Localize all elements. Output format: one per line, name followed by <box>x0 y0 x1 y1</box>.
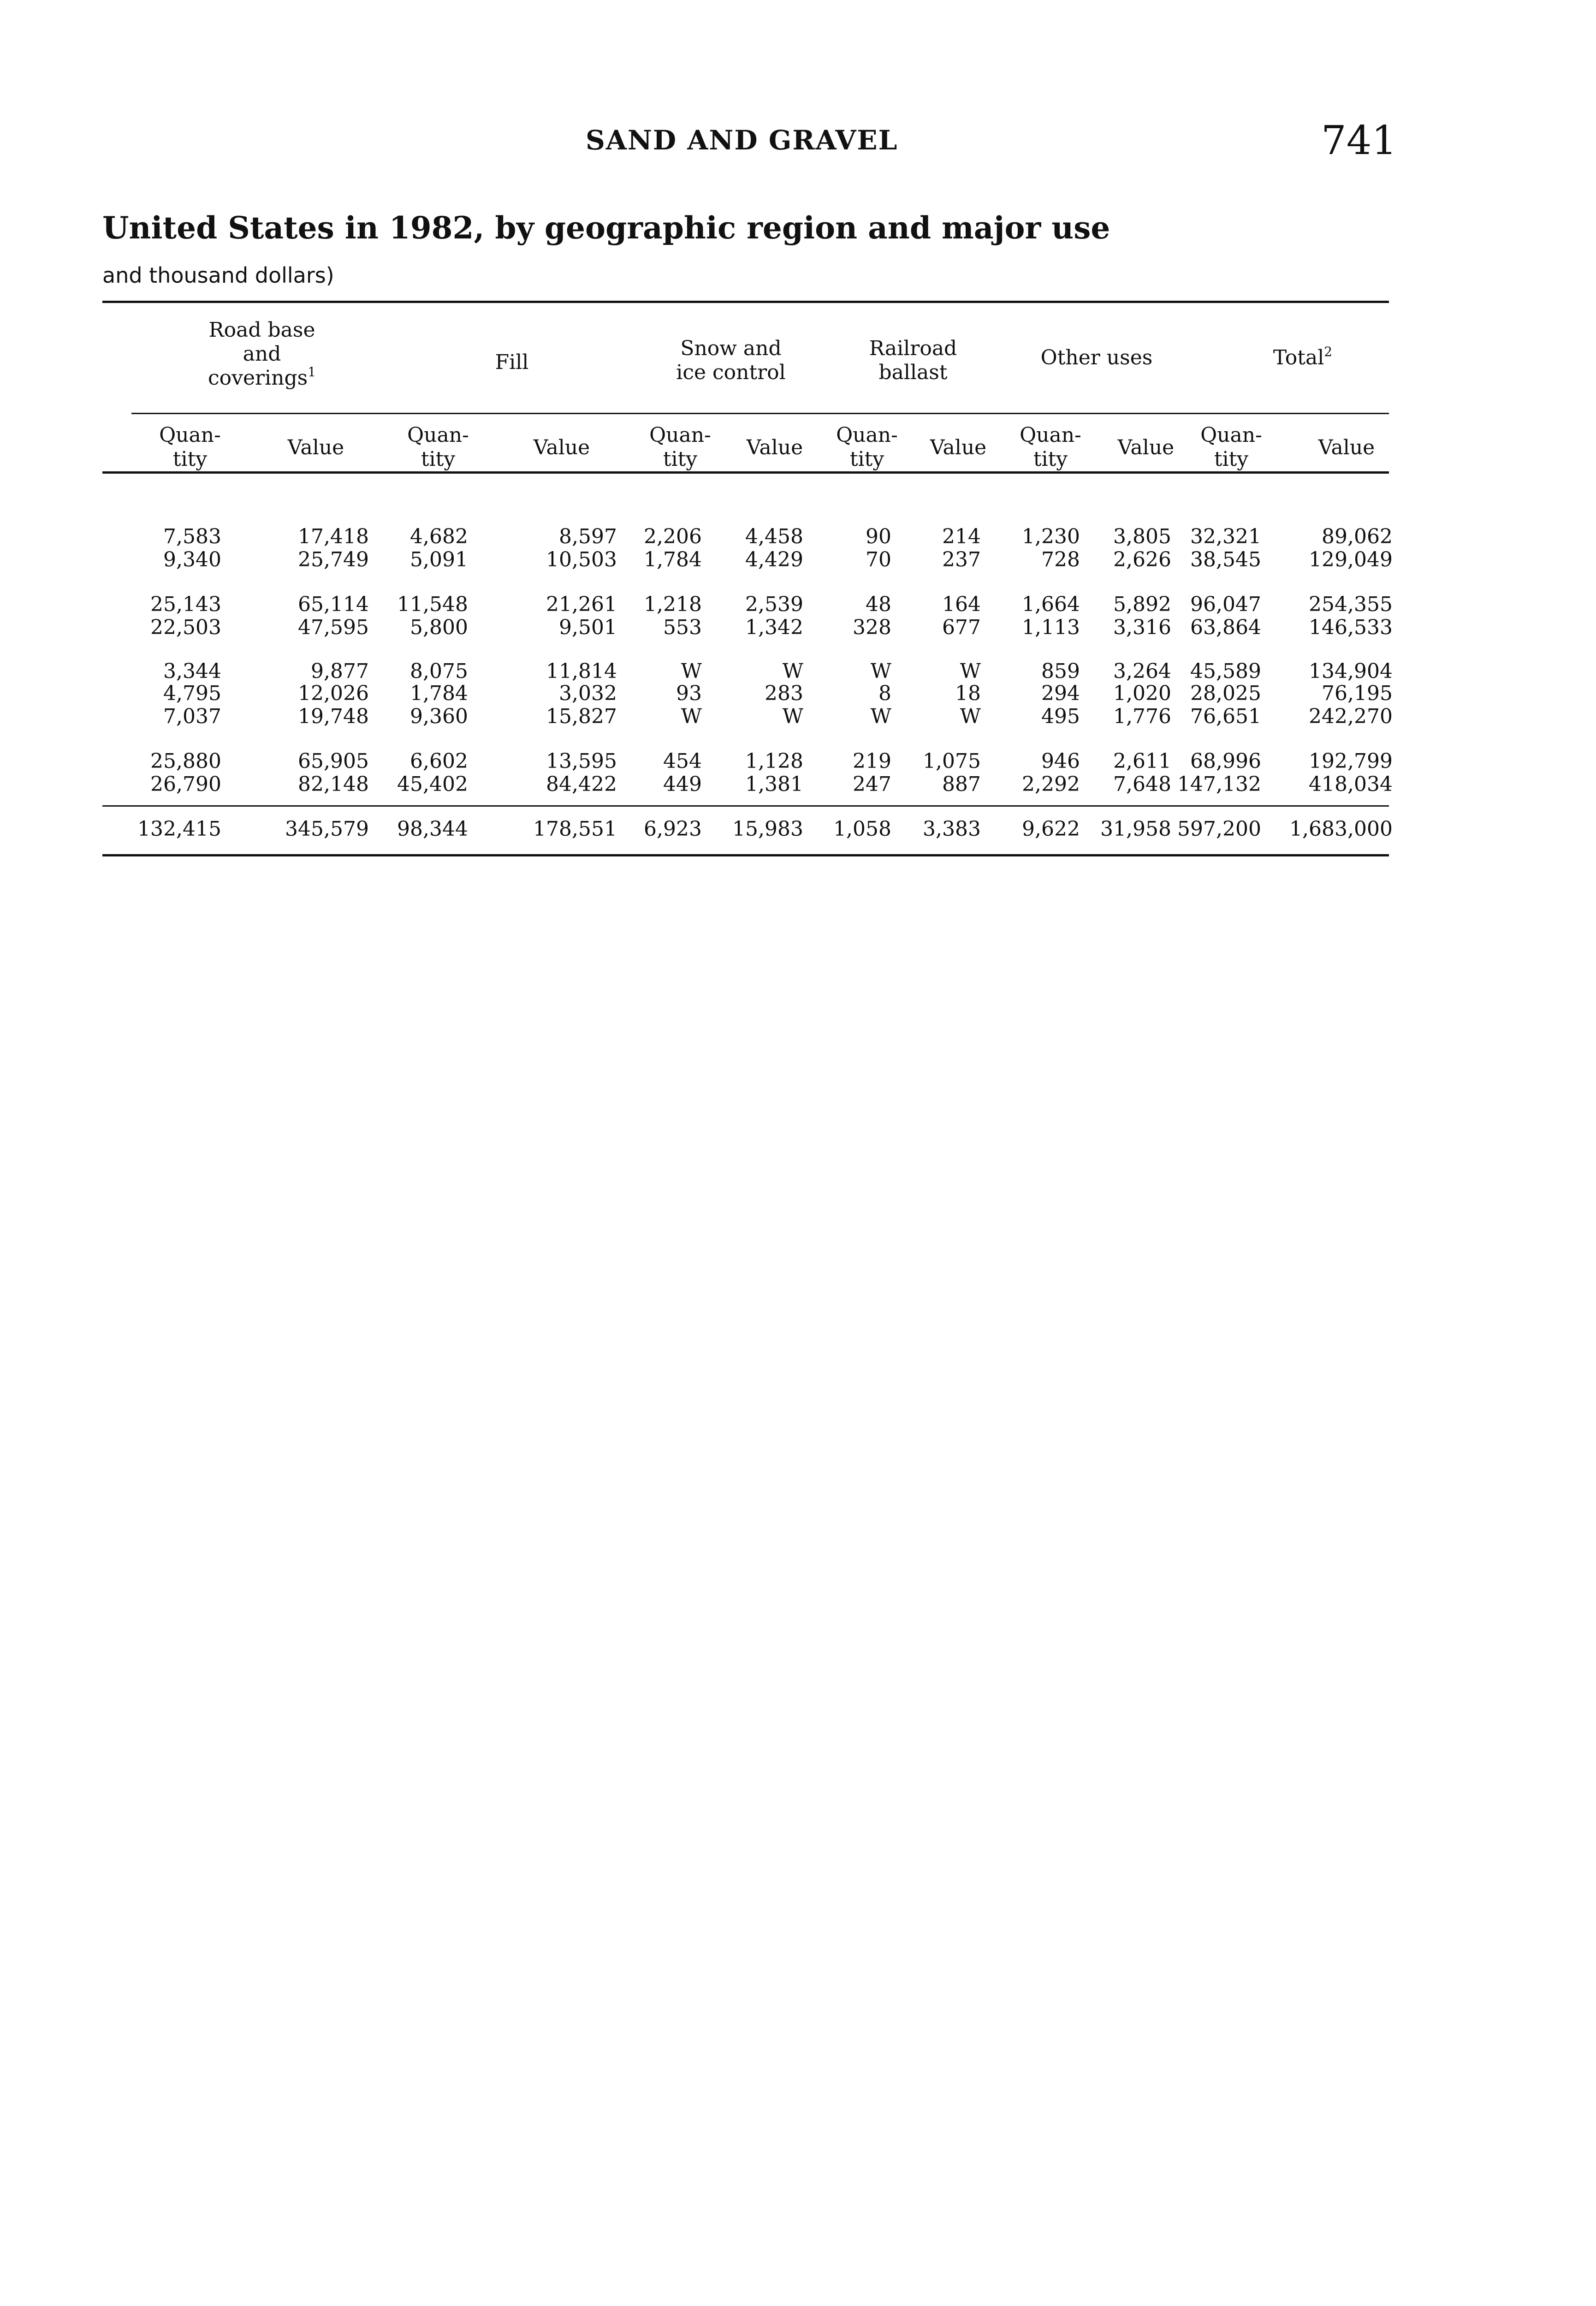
table-cell: W <box>681 705 702 728</box>
table-cell: 9,340 <box>163 548 221 571</box>
table-cell: 1,020 <box>1113 682 1171 705</box>
table-cell: 294 <box>1041 682 1080 705</box>
table-cell: 82,148 <box>298 773 369 796</box>
table-cell: 2,539 <box>745 593 803 616</box>
table-cell: 2,292 <box>1022 773 1080 796</box>
table-cell: 7,648 <box>1113 773 1171 796</box>
column-group-header-line: Railroad <box>869 337 957 360</box>
table-cell: W <box>960 705 981 728</box>
table-cell: 242,270 <box>1309 705 1393 728</box>
table-cell: 25,880 <box>150 749 221 773</box>
footnote-marker: 1 <box>308 364 316 380</box>
table-cell: 2,626 <box>1113 548 1171 571</box>
table-cell: 4,682 <box>410 525 468 548</box>
table-cell: 45,402 <box>397 773 468 796</box>
total-cell: 3,383 <box>923 817 981 841</box>
rule-bottom <box>102 854 1389 856</box>
table-cell: 283 <box>765 682 803 705</box>
table-subtitle: and thousand dollars) <box>102 263 334 288</box>
table-cell: 8,075 <box>410 660 468 683</box>
footnote-marker: 2 <box>1324 344 1333 359</box>
table-cell: 3,032 <box>559 682 617 705</box>
quantity-subheader-line: Quan- <box>159 423 221 447</box>
table-cell: 1,113 <box>1022 616 1080 639</box>
page-number: 741 <box>1321 118 1397 164</box>
table-cell: 946 <box>1041 749 1080 773</box>
table-cell: 3,316 <box>1113 616 1171 639</box>
value-subheader: Value <box>746 436 803 459</box>
table-cell: 7,037 <box>163 705 221 728</box>
total-cell: 6,923 <box>644 817 702 841</box>
table-cell: 8 <box>878 682 891 705</box>
table-cell: 65,114 <box>298 593 369 616</box>
table-cell: 1,230 <box>1022 525 1080 548</box>
table-cell: 32,321 <box>1190 525 1261 548</box>
table-cell: 1,342 <box>745 616 803 639</box>
table-cell: 19,748 <box>298 705 369 728</box>
quantity-subheader-line: tity <box>172 447 208 471</box>
table-cell: 28,025 <box>1190 682 1261 705</box>
table-cell: 38,545 <box>1190 548 1261 571</box>
total-cell: 597,200 <box>1177 817 1261 841</box>
table-cell: 68,996 <box>1190 749 1261 773</box>
table-cell: 13,595 <box>546 749 617 773</box>
table-cell: 192,799 <box>1309 749 1393 773</box>
table-cell: 11,814 <box>546 660 617 683</box>
table-cell: 76,195 <box>1322 682 1393 705</box>
table-cell: 12,026 <box>298 682 369 705</box>
table-cell: 26,790 <box>150 773 221 796</box>
table-cell: 247 <box>853 773 891 796</box>
table-cell: 70 <box>866 548 891 571</box>
table-cell: 2,611 <box>1113 749 1171 773</box>
quantity-subheader-line: Quan- <box>649 423 711 447</box>
table-cell: 5,091 <box>410 548 468 571</box>
column-group-header-line: Total <box>1273 346 1324 369</box>
table-cell: 63,864 <box>1190 616 1261 639</box>
quantity-subheader-line: tity <box>663 447 698 471</box>
rule-sub-header <box>131 413 1389 414</box>
table-cell: W <box>782 660 803 683</box>
table-cell: 48 <box>866 593 891 616</box>
column-group-header-line: coverings <box>208 366 308 390</box>
column-group-header-line: Road base <box>208 318 315 342</box>
table-cell: 147,132 <box>1177 773 1261 796</box>
quantity-subheader-line: Quan- <box>407 423 469 447</box>
rule-total-top <box>102 805 1389 807</box>
table-cell: 89,062 <box>1322 525 1393 548</box>
table-cell: 146,533 <box>1309 616 1393 639</box>
table-cell: 553 <box>663 616 702 639</box>
table-cell: 418,034 <box>1309 773 1393 796</box>
table-cell: 1,784 <box>410 682 468 705</box>
table-cell: W <box>870 705 891 728</box>
total-cell: 345,579 <box>285 817 369 841</box>
quantity-subheader-line: tity <box>1214 447 1249 471</box>
table-cell: 10,503 <box>546 548 617 571</box>
column-group-header-line: Snow and <box>680 337 782 360</box>
value-subheader: Value <box>287 436 344 459</box>
table-cell: W <box>870 660 891 683</box>
table-cell: 495 <box>1041 705 1080 728</box>
column-group-header-line: ballast <box>878 361 948 384</box>
quantity-subheader-line: tity <box>849 447 884 471</box>
table-cell: 1,128 <box>745 749 803 773</box>
column-group-header-line: Other uses <box>1040 346 1153 369</box>
table-cell: 9,360 <box>410 705 468 728</box>
table-cell: 45,589 <box>1190 660 1261 683</box>
table-cell: 5,892 <box>1113 593 1171 616</box>
running-head: SAND AND GRAVEL <box>586 125 898 156</box>
table-cell: 90 <box>866 525 891 548</box>
table-cell: 1,664 <box>1022 593 1080 616</box>
quantity-subheader <box>135 423 245 471</box>
rule-header-bottom <box>102 471 1389 474</box>
table-cell: 96,047 <box>1190 593 1261 616</box>
total-cell: 1,058 <box>833 817 891 841</box>
table-cell: 454 <box>663 749 702 773</box>
table-cell: 5,800 <box>410 616 468 639</box>
table-cell: 1,776 <box>1113 705 1171 728</box>
table-cell: 129,049 <box>1309 548 1393 571</box>
table-cell: 22,503 <box>150 616 221 639</box>
table-cell: 1,381 <box>745 773 803 796</box>
table-cell: 47,595 <box>298 616 369 639</box>
column-group-header <box>1164 346 1441 370</box>
quantity-subheader-line: Quan- <box>836 423 898 447</box>
total-cell: 98,344 <box>397 817 468 841</box>
table-cell: 93 <box>676 682 702 705</box>
table-cell: W <box>681 660 702 683</box>
table-cell: 4,429 <box>745 548 803 571</box>
table-cell: 7,583 <box>163 525 221 548</box>
table-cell: 1,075 <box>923 749 981 773</box>
total-cell: 132,415 <box>137 817 221 841</box>
value-subheader: Value <box>533 436 590 459</box>
table-cell: 677 <box>942 616 981 639</box>
table-cell: 25,143 <box>150 593 221 616</box>
value-subheader: Value <box>1318 436 1375 459</box>
table-cell: 6,602 <box>410 749 468 773</box>
table-cell: 1,218 <box>644 593 702 616</box>
column-group-header-line: ice control <box>676 361 786 384</box>
table-cell: W <box>782 705 803 728</box>
table-cell: 134,904 <box>1309 660 1393 683</box>
table-title: United States in 1982, by geographic region and major use <box>102 210 1110 246</box>
table-cell: 214 <box>942 525 981 548</box>
table-cell: 3,805 <box>1113 525 1171 548</box>
table-cell: 25,749 <box>298 548 369 571</box>
table-cell: 18 <box>955 682 981 705</box>
value-subheader: Value <box>1117 436 1175 459</box>
total-cell: 178,551 <box>533 817 617 841</box>
total-cell: 31,958 <box>1100 817 1171 841</box>
quantity-subheader <box>383 423 493 471</box>
table-cell: 219 <box>853 749 891 773</box>
table-cell: 1,784 <box>644 548 702 571</box>
table-cell: 3,344 <box>163 660 221 683</box>
table-cell: 9,501 <box>559 616 617 639</box>
table-cell: 15,827 <box>546 705 617 728</box>
quantity-subheader-line: Quan- <box>1020 423 1081 447</box>
column-group-header-line: Fill <box>495 351 529 374</box>
table-cell: W <box>960 660 981 683</box>
table-cell: 84,422 <box>546 773 617 796</box>
quantity-subheader <box>625 423 736 471</box>
table-cell: 8,597 <box>559 525 617 548</box>
total-cell: 9,622 <box>1022 817 1080 841</box>
table-cell: 328 <box>853 616 891 639</box>
quantity-subheader-line: tity <box>421 447 456 471</box>
table-cell: 237 <box>942 548 981 571</box>
table-cell: 76,651 <box>1190 705 1261 728</box>
quantity-subheader-line: Quan- <box>1200 423 1262 447</box>
column-group-header-line: and <box>243 342 281 366</box>
quantity-subheader-line: tity <box>1033 447 1068 471</box>
table-cell: 3,264 <box>1113 660 1171 683</box>
table-cell: 21,261 <box>546 593 617 616</box>
table-cell: 164 <box>942 593 981 616</box>
total-cell: 1,683,000 <box>1289 817 1393 841</box>
table-cell: 887 <box>942 773 981 796</box>
column-group-header <box>124 318 400 390</box>
table-cell: 9,877 <box>311 660 369 683</box>
table-cell: 4,795 <box>163 682 221 705</box>
rule-top <box>102 301 1389 303</box>
value-subheader: Value <box>930 436 987 459</box>
table-cell: 65,905 <box>298 749 369 773</box>
table-cell: 449 <box>663 773 702 796</box>
table-cell: 859 <box>1041 660 1080 683</box>
table-cell: 2,206 <box>644 525 702 548</box>
table-cell: 11,548 <box>397 593 468 616</box>
table-cell: 4,458 <box>745 525 803 548</box>
table-cell: 728 <box>1041 548 1080 571</box>
table-cell: 17,418 <box>298 525 369 548</box>
total-cell: 15,983 <box>732 817 803 841</box>
table-cell: 254,355 <box>1309 593 1393 616</box>
